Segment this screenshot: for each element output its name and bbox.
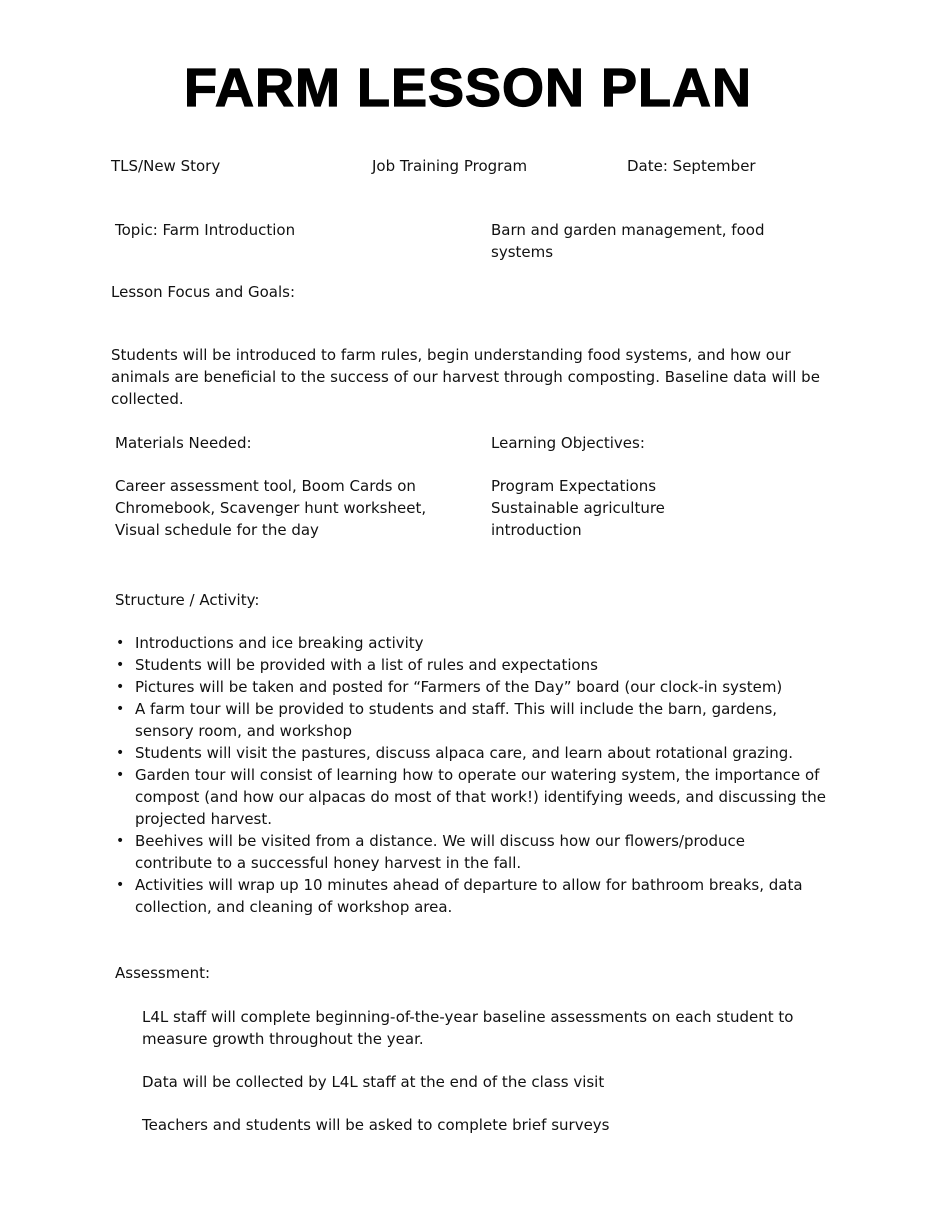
assessment-item: Data will be collected by L4L staff at the end of the class visit (142, 1073, 605, 1091)
objectives-heading: Learning Objectives: (491, 434, 645, 452)
structure-list (115, 632, 855, 918)
materials-heading: Materials Needed: (115, 434, 252, 452)
assessment-item: L4L staff will complete beginning-of-the-year baseline assessments on each student to measure growth throughout the year. (142, 1008, 794, 1048)
materials-text: Career assessment tool, Boom Cards on Chromebook, Scavenger hunt worksheet, Visual schedule for the day (115, 477, 427, 539)
list-item: • Beehives will be visited from a distance. We will discuss how our flowers/produce contribute to a successful honey harvest in the fall. (135, 830, 775, 874)
structure-heading: Structure / Activity: (115, 591, 260, 609)
list-item: • Pictures will be taken and posted for “Farmers of the Day” board (our clock-in system) (135, 676, 855, 698)
list-item: • Activities will wrap up 10 minutes ahead of departure to allow for bathroom breaks, data collection, and cleaning of workshop area. (135, 874, 855, 918)
objective-item: Program Expectations (491, 477, 657, 495)
header-date: Date: September (627, 157, 756, 175)
list-item: • Garden tour will consist of learning how to operate our watering system, the importance of compost (and how our alpacas do most of that work!) identifying weeds, and discussing the projected harvest. (135, 764, 855, 830)
assessment-item: Teachers and students will be asked to complete brief surveys (142, 1116, 610, 1134)
list-item: • Introductions and ice breaking activity (135, 632, 855, 654)
focus-heading: Lesson Focus and Goals: (111, 283, 296, 301)
list-item: • Students will be provided with a list of rules and expectations (135, 654, 855, 676)
header-org: TLS/New Story (111, 157, 221, 175)
objective-item: Sustainable agriculture introduction (491, 499, 665, 539)
page-title: FARM LESSON PLAN (183, 58, 753, 118)
header-program: Job Training Program (372, 157, 528, 175)
list-item: • Students will visit the pastures, discuss alpaca care, and learn about rotational grazing. (135, 742, 855, 764)
topic-area: Barn and garden management, food systems (491, 221, 765, 261)
assessment-heading: Assessment: (115, 964, 211, 982)
objectives-list (491, 475, 791, 541)
topic: Topic: Farm Introduction (115, 221, 296, 239)
list-item: • A farm tour will be provided to students and staff. This will include the barn, gardens, sensory room, and workshop (135, 698, 795, 742)
focus-text: Students will be introduced to farm rules, begin understanding food systems, and how our animals are beneficial to the success of our harvest through composting. Baseline data will be collected. (111, 346, 820, 408)
